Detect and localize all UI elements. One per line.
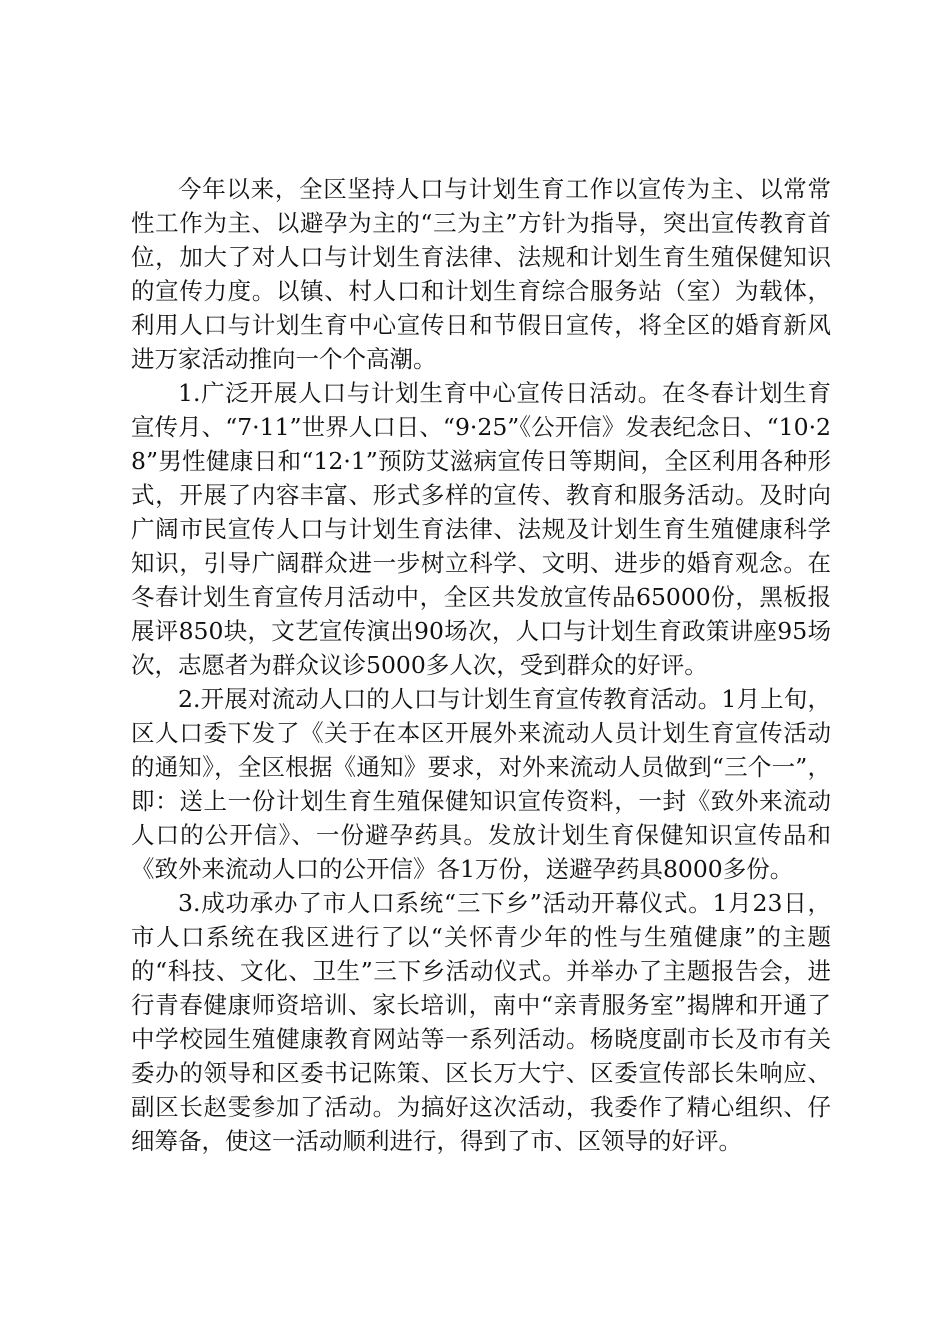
document-body xyxy=(131,172,831,1158)
paragraph-item-3: 3.成功承办了市人口系统“三下乡”活动开幕仪式。1月23日，市人口系统在我区进行了以“关怀青少年的性与生殖健康”的主题的“科技、文化、卫生”三下乡活动仪式。并举办了主题报告会，进行青春健康师资培训、家长培训，南中“亲青服务室”揭牌和开通了中学校园生殖健康教育网站等一系列活动。杨晓度副市长及市有关委办的领导和区委书记陈策、区长万大宁、区委宣传部长朱响应、副区长赵雯参加了活动。为搞好这次活动，我委作了精心组织、仔细筹备，使这一活动顺利进行，得到了市、区领导的好评。 xyxy=(131,889,831,1155)
paragraph-item-2: 2.开展对流动人口的人口与计划生育宣传教育活动。1月上旬，区人口委下发了《关于在本区开展外来流动人员计划生育宣传活动的通知》，全区根据《通知》要求，对外来流动人员做到“三个一”，即：送上一份计划生育生殖保健知识宣传资料，一封《致外来流动人口的公开信》、一份避孕药具。发放计划生育保健知识宣传品和《致外来流动人口的公开信》各1万份，送避孕药具8000多份。 xyxy=(131,685,831,883)
paragraph-intro: 今年以来，全区坚持人口与计划生育工作以宣传为主、以常常性工作为主、以避孕为主的“三为主”方针为指导，突出宣传教育首位，加大了对人口与计划生育法律、法规和计划生育生殖保健知识的宣传力度。以镇、村人口和计划生育综合服务站（室）为载体，利用人口与计划生育中心宣传日和节假日宣传，将全区的婚育新风进万家活动推向一个个高潮。 xyxy=(131,175,831,373)
paragraph-item-1: 1.广泛开展人口与计划生育中心宣传日活动。在冬春计划生育宣传月、“7·11”世界人口日、“9·25”《公开信》发表纪念日、“10·28”男性健康日和“12·1”预防艾滋病宣传日等期间，全区利用各种形式，开展了内容丰富、形式多样的宣传、教育和服务活动。及时向广阔市民宣传人口与计划生育法律、法规及计划生育生殖健康科学知识，引导广阔群众进一步树立科学、文明、进步的婚育观念。在冬春计划生育宣传月活动中，全区共发放宣传品65000份，黑板报展评850块，文艺宣传演出90场次，人口与计划生育政策讲座95场次，志愿者为群众议诊5000多人次，受到群众的好评。 xyxy=(131,379,831,679)
